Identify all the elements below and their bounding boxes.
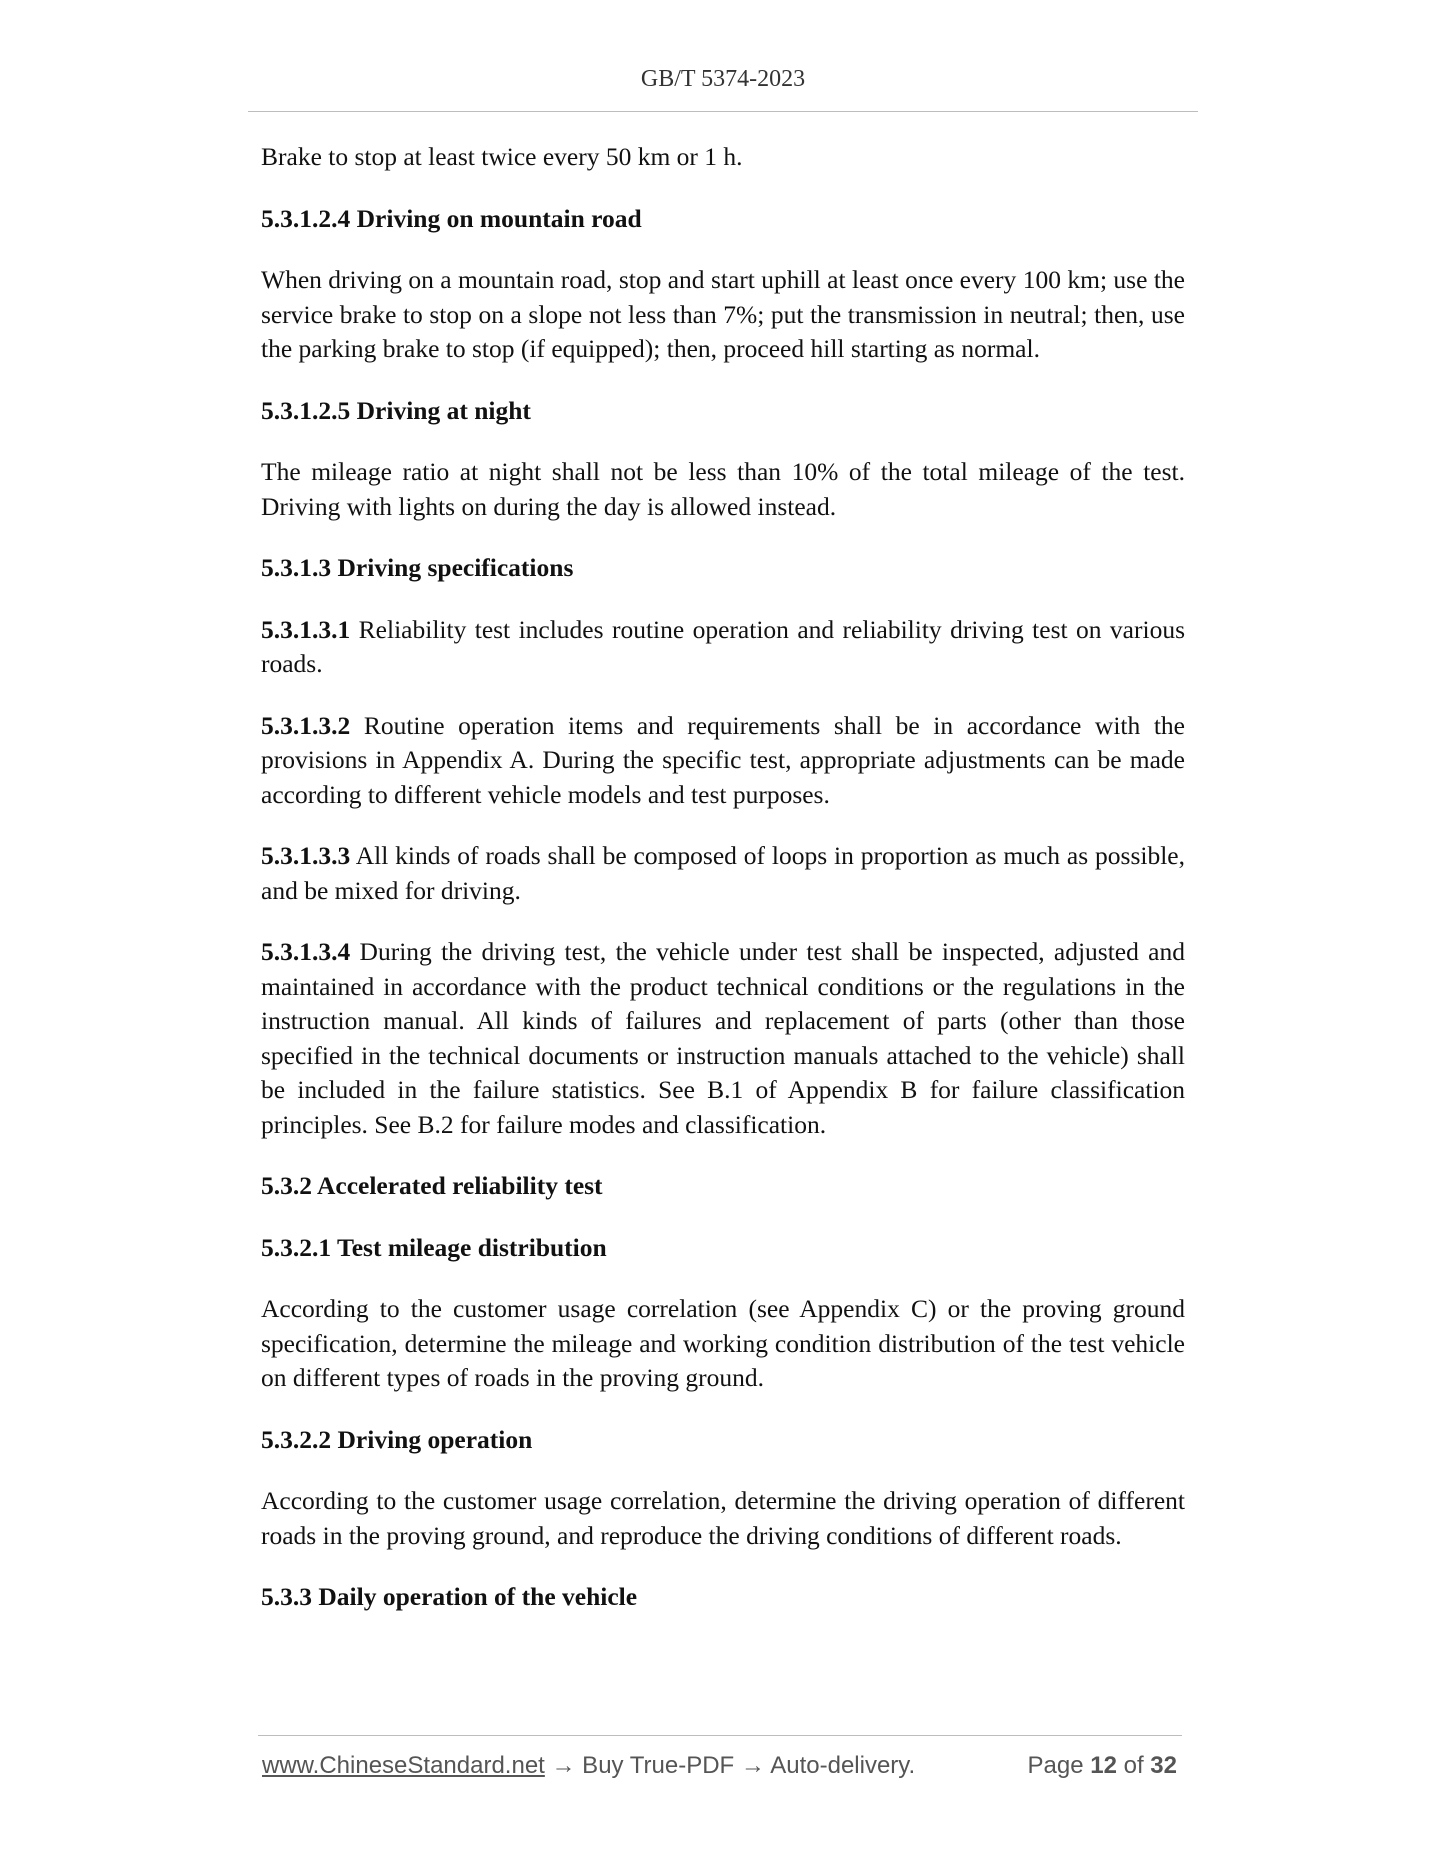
paragraph-mileage-distribution: According to the customer usage correlation (see Appendix C) or the proving ground specification, determine the mileage and working condition distribution of the test vehicle on different types of roads in the proving ground. <box>261 1294 1185 1392</box>
page-of-label: of <box>1123 1752 1144 1779</box>
current-page-number: 12 <box>1090 1752 1117 1779</box>
section-heading-accelerated-test: 5.3.2 Accelerated reliability test <box>261 1171 603 1200</box>
paragraph-night-driving: The mileage ratio at night shall not be less than 10% of the total mileage of the test. Driving with lights on during the day is allowed instead. <box>261 457 1185 521</box>
clause-number: 5.3.1.3.2 <box>261 710 351 740</box>
document-code-header: GB/T 5374-2023 <box>640 66 806 92</box>
header-divider <box>248 111 1198 112</box>
document-body <box>261 140 1185 1642</box>
footer-divider <box>258 1735 1182 1736</box>
clause-text: All kinds of roads shall be composed of loops in proportion as much as possible, and be mixed for driving. <box>261 841 1185 905</box>
intro-paragraph: Brake to stop at least twice every 50 km or 1 h. <box>261 142 743 171</box>
clause-5-3-1-3-2 <box>261 709 1185 813</box>
clause-number: 5.3.1.3.4 <box>261 937 351 966</box>
section-heading-night-driving: 5.3.1.2.5 Driving at night <box>261 395 531 425</box>
section-heading-driving-operation: 5.3.2.2 Driving operation <box>261 1424 533 1454</box>
website-link[interactable]: www.ChineseStandard.net <box>262 1752 545 1779</box>
clause-text: Reliability test includes routine operation and reliability driving test on various roads. <box>261 614 1185 678</box>
clause-number: 5.3.1.3.3 <box>261 841 351 870</box>
paragraph-mountain-road: When driving on a mountain road, stop and start uphill at least once every 100 km; use the service brake to stop on a slope not less than 7%; put the transmission in neutral; then, use the parking brake to stop (if equipped); then, proceed hill starting as normal. <box>261 265 1185 363</box>
page-indicator <box>1028 1752 1178 1780</box>
clause-5-3-1-3-4 <box>261 935 1185 1142</box>
page-footer <box>262 1752 1182 1780</box>
clause-5-3-1-3-3 <box>261 839 1185 908</box>
total-page-count: 32 <box>1150 1752 1177 1779</box>
section-heading-daily-operation: 5.3.3 Daily operation of the vehicle <box>261 1582 638 1611</box>
clause-5-3-1-3-1 <box>261 613 1185 682</box>
page-label: Page <box>1027 1752 1084 1779</box>
clause-number: 5.3.1.3.1 <box>261 614 351 644</box>
section-heading-driving-specifications: 5.3.1.3 Driving specifications <box>261 553 574 582</box>
section-heading-mileage-distribution: 5.3.2.1 Test mileage distribution <box>261 1232 607 1262</box>
section-heading-mountain-road: 5.3.1.2.4 Driving on mountain road <box>261 203 642 233</box>
paragraph-driving-operation: According to the customer usage correlation, determine the driving operation of different roads in the proving ground, and reproduce the driving conditions of different roads. <box>261 1486 1185 1550</box>
clause-text: During the driving test, the vehicle under test shall be inspected, adjusted and maintained in accordance with the product technical conditions or the regulations in the instruction manual. All kinds of failures and replacement of parts (other than those specified in the technical documents or instruction manuals attached to the vehicle) shall be included in the failure statistics. See B.1 of Appendix B for failure classification principles. See B.2 for failure modes and classification. <box>261 937 1185 1139</box>
promo-text: → Buy True-PDF → Auto-delivery. <box>544 1752 916 1779</box>
clause-text: Routine operation items and requirements shall be in accordance with the provisions in Appendix A. During the specific test, appropriate adjustments can be made according to different vehicle models and test purposes. <box>261 710 1185 809</box>
